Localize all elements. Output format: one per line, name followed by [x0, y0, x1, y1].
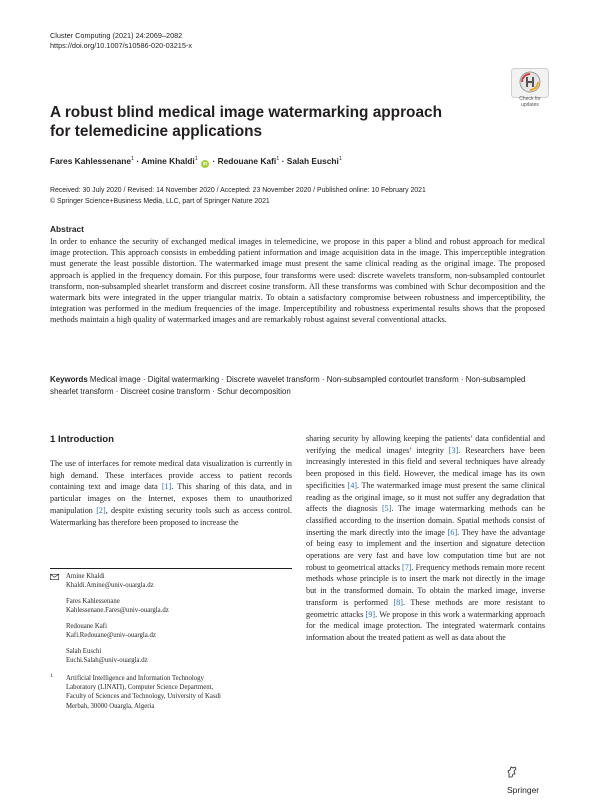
introduction-column-2	[306, 433, 545, 644]
publisher-name: Springer	[507, 785, 540, 795]
springer-logo	[507, 766, 552, 795]
affiliation-line: Faculty of Sciences and Technology, University of Kasdi	[66, 693, 221, 701]
citation-link[interactable]: [6]	[447, 527, 458, 537]
introduction-column-1	[50, 458, 292, 528]
contact-email[interactable]: Kahlessenane.Fares@univ-ouargla.dz	[66, 607, 169, 615]
contact-entry	[66, 647, 148, 665]
envelope-icon	[50, 574, 59, 580]
body-text-segment: . Researchers have been increasingly interested in this field and several techniques have already been proposed in this field. However, the medical image has its own specificities	[306, 445, 545, 490]
publication-dates: Received: 30 July 2020 / Revised: 14 November 2020 / Accepted: 23 November 2020 / Published online: 10 February 2021	[50, 187, 426, 194]
author-name[interactable]: Redouane Kafi	[217, 156, 277, 166]
contact-name: Amine Khaldi	[66, 573, 105, 580]
journal-reference: Cluster Computing (2021) 24:2069–2082	[50, 31, 183, 40]
section-heading-introduction: 1 Introduction	[50, 434, 114, 445]
author-affiliation-mark: 1	[194, 156, 198, 163]
contact-entry	[66, 597, 169, 615]
contact-email[interactable]: Euchi.Salah@univ-ouargla.dz	[66, 657, 148, 665]
body-text-segment: . The watermarked image must present the same clinical reading as the original image, so it must not suffer any degradation that affects the diagnosis	[306, 480, 545, 514]
author-name[interactable]: Amine Khaldi	[141, 156, 195, 166]
body-text-segment: . The image watermarking methods can be classified according to the insertion domain. Spatial methods consist of inserting the mark directly into the image	[306, 504, 546, 537]
citation-link[interactable]: [9]	[365, 609, 376, 619]
citation-link[interactable]: [4]	[347, 480, 357, 490]
author-name[interactable]: Fares Kahlessenane	[50, 156, 132, 166]
contact-name: Salah Euschi	[66, 648, 102, 655]
author-separator: ·	[212, 156, 216, 166]
crossmark-label	[505, 97, 555, 108]
author-list	[50, 156, 342, 168]
orcid-icon[interactable]: iD	[202, 161, 208, 166]
copyright-notice: © Springer Science+Business Media, LLC, part of Springer Nature 2021	[50, 198, 270, 205]
citation-link[interactable]: [1]	[161, 482, 172, 492]
author-affiliation-mark: 1	[338, 156, 342, 163]
crossmark-label-line1: Check for	[519, 96, 541, 102]
body-text-segment: . These methods are more resistant to geometric attacks	[306, 597, 545, 619]
author-affiliation-mark: 1	[131, 156, 135, 163]
footnote-divider	[50, 568, 292, 569]
keywords-list: Medical image · Digital watermarking · Discrete wavelet transform · Non-subsampled contourlet transform · Non-subsampled shearlet transform · Discreet cosine transform · Schur decomposition	[50, 375, 526, 396]
author-separator: ·	[281, 156, 285, 166]
author-name[interactable]: Salah Euschi	[286, 156, 339, 166]
title-line-1: A robust blind medical image watermarking approach	[50, 104, 442, 121]
doi-link[interactable]: https://doi.org/10.1007/s10586-020-03215-x	[50, 41, 192, 50]
affiliation-line: Artificial Intelligence and Information Technology	[66, 675, 204, 682]
contact-email[interactable]: Kafi.Redouane@univ-ouargla.dz	[66, 632, 156, 640]
affiliation-mark: 1	[50, 673, 53, 679]
affiliation-line: Merbah, 30000 Ouargla, Algeria	[66, 702, 155, 710]
body-text-segment: The use of interfaces for remote medical data visualization is currently in high demand. These interfaces provide access to patient records containing text and image data	[50, 459, 292, 492]
abstract-heading: Abstract	[50, 224, 84, 234]
abstract-text: In order to enhance the security of exchanged medical images in telemedicine, we propose in this paper a blind and robust approach for medical image protection. This approach consists in embedding patient information and image acquisition data in the image. This imperceptible integration must generate the least possible distortion. The watermarked image must present the same clinical reading as the original image. The proposed approach is applied in the frequency domain. For this purpose, four transforms were used: discrete wavelets transform, non-subsampled contourlet transform, non-subsampled shearlet transform and discreet cosine transform. All these transforms was combined with Schur decomposition and the watermark bits were integrated in the upper triangular matrix. To obtain a satisfactory compromise between robustness and imperceptibility, the integration was performed in the medium frequencies of the image. Imperceptibility and robustness experimental results shows that the proposed methods maintain a high quality of watermarked images and are remarkably robust against several conventional attacks.	[50, 237, 545, 325]
body-text-segment: . This sharing of this data, and in particular images on the Internet, exposes them to unauthorized manipulation	[50, 482, 292, 515]
body-text-segment: . We propose in this work a watermarking approach for the medical image protection. The integrated watermark contains information about the treated patient as well as data about the	[306, 609, 545, 642]
title-line-2: for telemedicine applications	[50, 123, 263, 140]
affiliation-line: Laboratory (LINATI), Computer Science Department,	[66, 684, 214, 692]
crossmark-icon[interactable]	[511, 68, 549, 98]
citation-link[interactable]: [5]	[381, 504, 392, 514]
springer-horse-icon	[507, 766, 518, 778]
crossmark-label-line2: updates	[521, 101, 539, 108]
keywords	[50, 374, 545, 398]
citation-link[interactable]: [7]	[401, 562, 412, 572]
contact-email[interactable]: Khaldi.Amine@univ-ouargla.dz	[66, 582, 154, 590]
paper-title	[50, 103, 470, 141]
body-text-segment: sharing security by allowing keeping the patients’ data confidential and verifying the medical images’ integrity	[306, 434, 545, 455]
citation-link[interactable]: [3]	[448, 445, 459, 455]
author-separator: ·	[136, 156, 140, 166]
contact-name: Fares Kahlessenane	[66, 598, 120, 605]
citation-link[interactable]: [2]	[96, 505, 106, 515]
body-text-segment: . Frequency methods remain more recent methods whose principle is to insert the mark not directly in the image but in the transformed domain. To obtain the marked image, inverse transform is performed	[306, 562, 545, 607]
contact-name: Redouane Kafi	[66, 623, 107, 630]
citation-link[interactable]: [8]	[393, 597, 403, 607]
affiliation	[66, 674, 296, 711]
contact-entry	[66, 622, 156, 640]
keywords-heading: Keywords	[50, 375, 88, 384]
author-affiliation-mark: 1	[276, 156, 280, 163]
correspondence-contact	[66, 572, 154, 590]
body-text-segment: , despite existing security tools such as access control. Watermarking has therefore been proposed to increase the	[50, 505, 292, 527]
body-text-segment: . They have the advantage of being easy to implement and the insertion and signature detection operations are very fast and have low computation time but are not robust to geometrical attacks	[306, 527, 545, 572]
